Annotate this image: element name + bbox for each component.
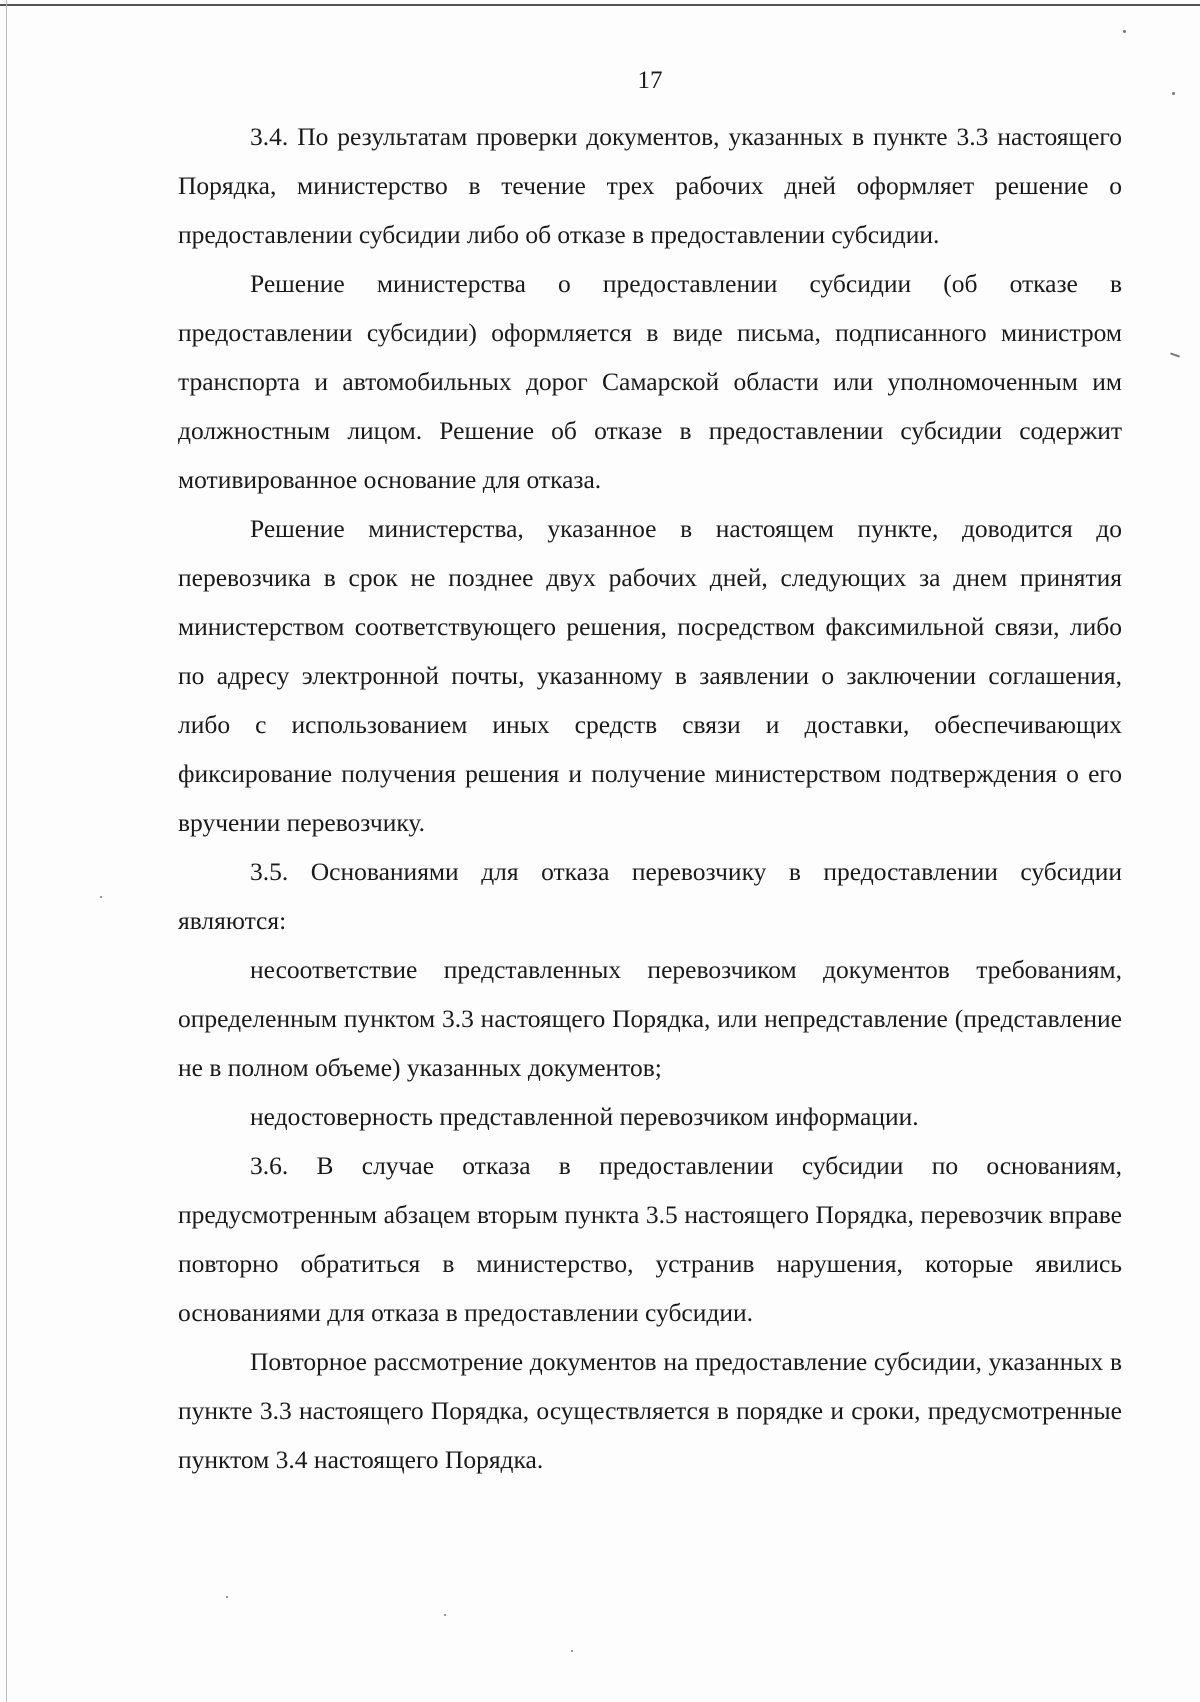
- paragraph-noncompliance: несоответствие представленных перевозчиком документов требованиям, определенным пунктом 3.3 настоящего Порядка, или непредставление (представление не в полном объеме) указанных документов;: [178, 955, 1122, 1082]
- left-scan-edge: [6, 0, 7, 1702]
- paragraph-reconsideration: Повторное рассмотрение документов на предоставление субсидии, указанных в пункте 3.3 настоящего Порядка, осуществляется в порядке и сроки, предусмотренные пунктом 3.4 настоящего Порядка.: [178, 1347, 1122, 1474]
- page-number: 17: [637, 67, 663, 94]
- scan-speck: [1123, 30, 1126, 33]
- paragraph-3-5: 3.5. Основаниями для отказа перевозчику в предоставлении субсидии являются:: [178, 857, 1122, 935]
- document-body: [178, 112, 1122, 1484]
- scan-speck: [571, 1650, 573, 1652]
- paragraph-inaccuracy: недостоверность представленной перевозчиком информации.: [250, 1102, 919, 1131]
- scan-speck: [1170, 352, 1180, 357]
- paragraph-3-6: 3.6. В случае отказа в предоставлении субсидии по основаниям, предусмотренным абзацем вторым пункта 3.5 настоящего Порядка, перевозчик вправе повторно обратиться в министерство, устранив нарушения, которые явились основаниями для отказа в предоставлении субсидии.: [178, 1151, 1122, 1327]
- top-border-line: [0, 4, 1200, 6]
- scan-speck: [444, 1614, 446, 1616]
- scan-speck: [1172, 92, 1175, 95]
- scan-speck: [100, 896, 102, 898]
- paragraph-decision-delivery: Решение министерства, указанное в настоящем пункте, доводится до перевозчика в срок не позднее двух рабочих дней, следующих за днем принятия министерством соответствующего решения, посредством факсимильной связи, либо по адресу электронной почты, указанному в заявлении о заключении соглашения, либо с использованием иных средств связи и доставки, обеспечивающих фиксирование получения решения и получение министерством подтверждения о его вручении перевозчику.: [178, 514, 1122, 837]
- paragraph-3-4: 3.4. По результатам проверки документов, указанных в пункте 3.3 настоящего Порядка, министерство в течение трех рабочих дней оформляет решение о предоставлении субсидии либо об отказе в предоставлении субсидии.: [178, 122, 1122, 249]
- paragraph-decision-letter: Решение министерства о предоставлении субсидии (об отказе в предоставлении субсидии) оформляется в виде письма, подписанного министром транспорта и автомобильных дорог Самарской области или уполномоченным им должностным лицом. Решение об отказе в предоставлении субсидии содержит мотивированное основание для отказа.: [178, 269, 1122, 494]
- scan-speck: [226, 1596, 228, 1598]
